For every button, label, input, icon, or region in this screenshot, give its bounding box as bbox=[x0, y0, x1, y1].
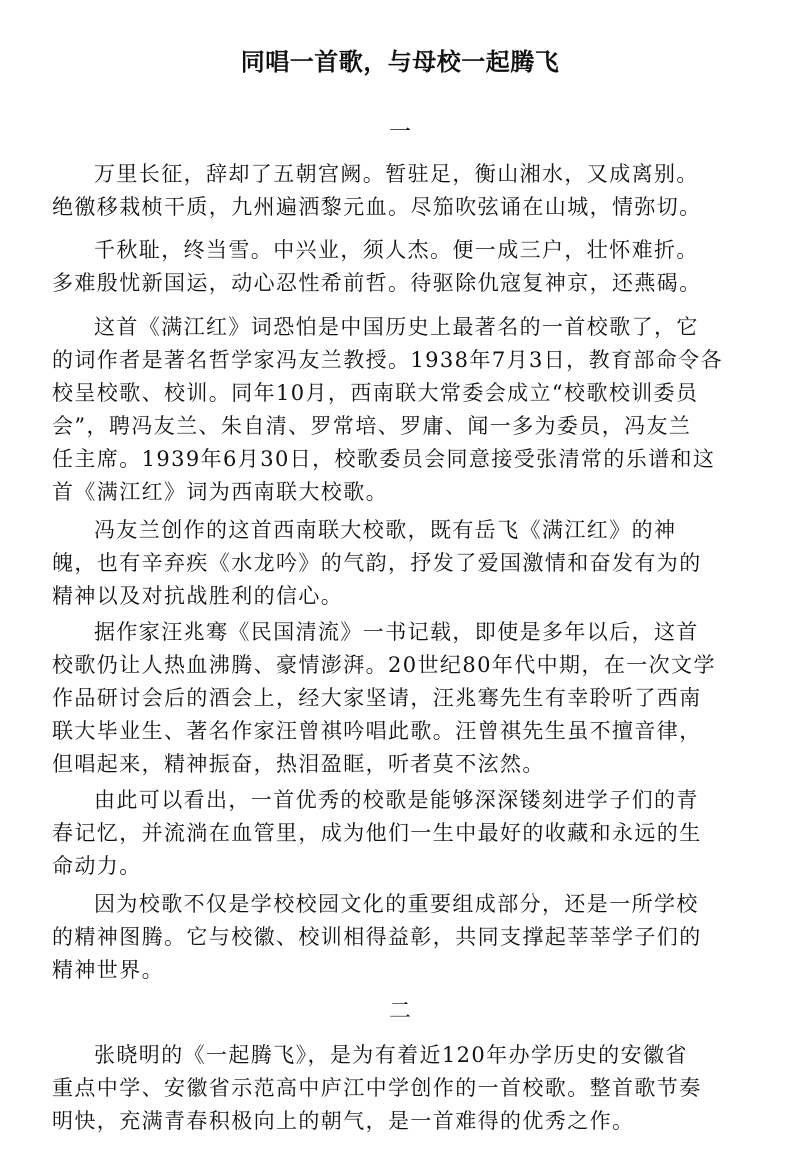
paragraph-line: 校呈校歌、校训。同年10月，西南联大常委会成立“校歌校训委员 bbox=[52, 381, 699, 405]
paragraph-1 bbox=[52, 311, 764, 509]
paragraph-line: 但唱起来，精神振奋，热泪盈眶，听者莫不泫然。 bbox=[52, 752, 545, 776]
paragraph-line: 张晓明的《一起腾飞》，是为有着近120年办学历史的安徽省 bbox=[94, 1043, 688, 1067]
paragraph-5 bbox=[52, 888, 764, 987]
paragraph-line: 重点中学、安徽省示范高中庐江中学创作的一首校歌。整首歌节奏 bbox=[52, 1076, 702, 1100]
paragraph-line: 魄，也有辛弃疾《水龙吟》的气韵，抒发了爱国激情和奋发有为的 bbox=[52, 551, 702, 575]
paragraph-line: 联大毕业生、著名作家汪曾祺吟唱此歌。汪曾祺先生虽不擅音律， bbox=[52, 719, 702, 743]
paragraph-line: 会”，聘冯友兰、朱自清、罗常培、罗庸、闻一多为委员，冯友兰 bbox=[52, 414, 692, 438]
paragraph-line: 明快，充满青春积极向上的朝气，是一首难得的优秀之作。 bbox=[52, 1109, 635, 1133]
paragraph-4 bbox=[52, 784, 764, 883]
paragraph-line: 校歌仍让人热血沸腾、豪情澎湃。20世纪80年代中期，在一次文学 bbox=[52, 653, 716, 677]
paragraph-line: 首《满江红》词为西南联大校歌。 bbox=[52, 480, 388, 504]
poem-stanza-1 bbox=[52, 158, 764, 224]
paragraph-line: 冯友兰创作的这首西南联大校歌，既有岳飞《满江红》的神 bbox=[94, 518, 677, 542]
paragraph-6 bbox=[52, 1039, 764, 1138]
section-marker-one: 一 bbox=[388, 120, 411, 145]
poem-line: 绝徼移栽桢干质，九州遍洒黎元血。尽笳吹弦诵在山城，情弥切。 bbox=[52, 195, 702, 219]
article-title: 同唱一首歌，与母校一起腾飞 bbox=[240, 48, 560, 76]
poem-line: 千秋耻，终当雪。中兴业，须人杰。便一成三户，壮怀难折。 bbox=[94, 238, 699, 262]
paragraph-line: 的词作者是著名哲学家冯友兰教授。1938年7月3日，教育部命令各 bbox=[52, 348, 723, 372]
poem-line: 多难殷忧新国运，动心忍性希前哲。待驱除仇寇复神京，还燕碣。 bbox=[52, 271, 702, 295]
paragraph-line: 由此可以看出，一首优秀的校歌是能够深深镂刻进学子们的青 bbox=[94, 788, 699, 812]
paragraph-line: 任主席。1939年6月30日，校歌委员会同意接受张清常的乐谱和这 bbox=[52, 447, 716, 471]
paragraph-line: 春记忆，并流淌在血管里，成为他们一生中最好的收藏和永远的生 bbox=[52, 821, 702, 845]
paragraph-2 bbox=[52, 514, 764, 613]
paragraph-line: 的精神图腾。它与校徽、校训相得益彰，共同支撑起莘莘学子们的 bbox=[52, 925, 702, 949]
paragraph-line: 精神以及对抗战胜利的信心。 bbox=[52, 584, 344, 608]
poem-line: 万里长征，辞却了五朝宫阙。暂驻足，衡山湘水，又成离别。 bbox=[94, 162, 699, 186]
paragraph-line: 这首《满江红》词恐怕是中国历史上最著名的一首校歌了，它 bbox=[94, 315, 699, 339]
section-marker-two: 二 bbox=[388, 999, 411, 1024]
paragraph-line: 据作家汪兆骞《民国清流》一书记载，即使是多年以后，这首 bbox=[94, 620, 699, 644]
paragraph-line: 命动力。 bbox=[52, 854, 142, 878]
paragraph-line: 因为校歌不仅是学校校园文化的重要组成部分，还是一所学校 bbox=[94, 892, 699, 916]
paragraph-3 bbox=[52, 616, 764, 781]
paragraph-line: 精神世界。 bbox=[52, 958, 164, 982]
poem-stanza-2 bbox=[52, 234, 764, 300]
paragraph-line: 作品研讨会后的酒会上，经大家坚请，汪兆骞先生有幸聆听了西南 bbox=[52, 686, 702, 710]
